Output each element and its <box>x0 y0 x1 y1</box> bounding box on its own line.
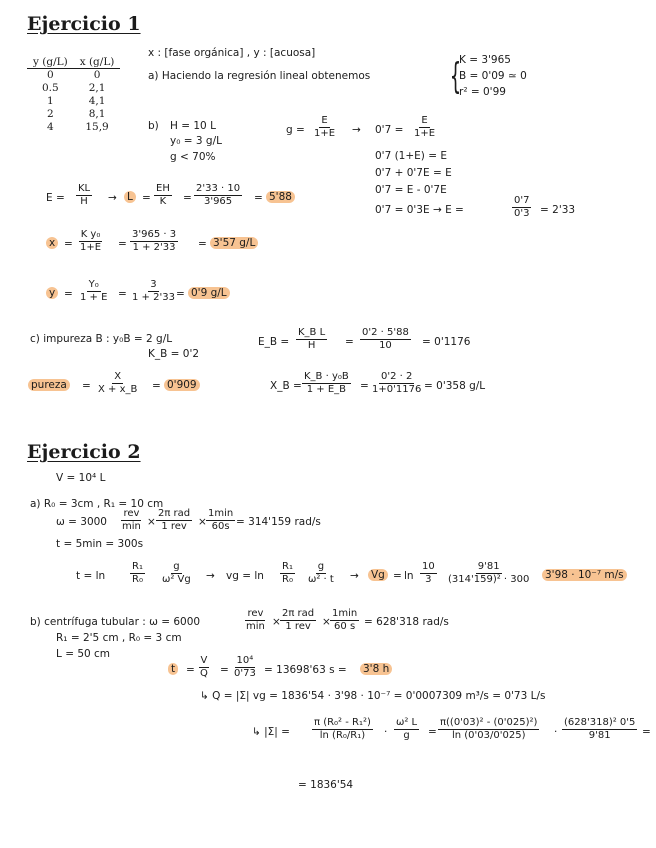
data-table <box>27 56 120 134</box>
cell: 0.5 <box>42 82 59 94</box>
denominator: 10 <box>379 339 392 351</box>
omega-lhs: ω = 3000 <box>56 516 107 528</box>
numerator: X <box>114 371 122 382</box>
omega-frac-2 <box>156 508 192 532</box>
e-eq-frac-2 <box>154 183 172 207</box>
numerator: 2'33 · 10 <box>196 183 241 194</box>
equals: = <box>82 380 91 392</box>
numerator: π (R₀² - R₁²) <box>314 717 371 728</box>
y-eq-frac-2 <box>130 279 177 303</box>
xb-eq-frac-1 <box>302 371 351 395</box>
numerator: 0'2 · 5'88 <box>362 327 409 338</box>
denominator: ln (R₀/R₁) <box>319 729 366 741</box>
l-result: 5'88 <box>266 191 295 203</box>
part-b-data-y0: y₀ = 3 g/L <box>170 135 222 147</box>
denominator: 1 + 2'33 <box>132 241 176 253</box>
part-b-label: b) <box>148 120 159 132</box>
pureza-result: 0'909 <box>164 379 200 391</box>
xb-eq-lhs: X_B = <box>270 380 302 392</box>
numerator: 2π rad <box>158 508 191 519</box>
equals: = <box>360 380 369 392</box>
times: × <box>198 516 207 528</box>
table-row <box>27 95 120 108</box>
table-row <box>27 69 120 83</box>
times: × <box>147 516 156 528</box>
numerator: 10⁴ <box>236 655 254 666</box>
numerator: K y₀ <box>80 229 101 240</box>
denominator: 9'81 <box>588 729 611 741</box>
cell: 1 <box>47 95 54 107</box>
equals: = <box>176 288 185 300</box>
time-line: t = 5min = 300s <box>56 538 144 550</box>
t-frac-2 <box>232 655 258 679</box>
denominator: Q <box>200 667 208 679</box>
denominator: R₀ <box>282 573 293 585</box>
denominator: min <box>122 520 141 532</box>
numerator: E <box>321 115 328 126</box>
numerator: Y₀ <box>88 279 99 290</box>
numerator: (628'318)² 0'5 <box>564 717 636 728</box>
ratio-frac-3 <box>420 561 437 585</box>
denominator: 1 + E <box>80 291 108 303</box>
denominator: 60 s <box>334 620 356 632</box>
part-a-text: a) Haciendo la regresión lineal obtenemos <box>148 70 371 82</box>
numerator: g <box>173 561 180 572</box>
table-row <box>27 121 120 134</box>
equals: = <box>393 570 402 582</box>
t-eq-lhs: t = ln <box>76 570 106 582</box>
y-variable: y <box>46 287 58 299</box>
vg-result: 3'98 · 10⁻⁷ m/s <box>542 569 627 581</box>
denominator: g <box>403 729 410 741</box>
ex2-title: Ejercicio 2 <box>27 441 141 463</box>
denominator: H <box>307 339 316 351</box>
denominator: 60s <box>211 520 230 532</box>
numerator: KL <box>78 183 91 194</box>
numerator: g <box>317 561 325 572</box>
t-result: 3'8 h <box>360 663 392 675</box>
sigma-frac-3 <box>438 717 539 741</box>
denominator: R₀ <box>132 573 143 585</box>
denominator: 1+E <box>80 241 102 253</box>
equals: = <box>142 192 151 204</box>
x-result: 3'57 g/L <box>210 237 258 249</box>
step-2: 0'7 + 0'7E = E <box>375 167 452 179</box>
table-row <box>27 108 120 121</box>
eb-result: = 0'1176 <box>422 336 471 348</box>
pureza-frac <box>96 371 139 395</box>
numerator: 9'81 <box>477 561 500 572</box>
sigma-frac-1 <box>312 717 373 741</box>
cell: 0 <box>93 69 101 81</box>
cell: 8,1 <box>88 108 106 120</box>
numerator: 0'2 · 2 <box>380 371 413 382</box>
cell: 4,1 <box>88 95 106 107</box>
ratio-den: 0'025 <box>493 729 522 741</box>
numerator: 1min <box>332 608 358 619</box>
numerator: π((0'03)² - (0'025)²) <box>440 717 538 728</box>
equals: = <box>64 288 73 300</box>
equals: = <box>198 238 207 250</box>
numerator: EH <box>156 183 170 194</box>
equals: = <box>254 192 263 204</box>
ratio-num: R₀ <box>335 729 347 741</box>
ratio-num: 0'03 <box>468 729 491 741</box>
cell: 0 <box>47 69 54 81</box>
e-eq-frac-1 <box>76 183 92 207</box>
g-frac-3 <box>446 561 531 585</box>
cell: 2 <box>47 108 54 120</box>
t-variable: t <box>168 663 178 675</box>
numerator: 3 <box>150 279 157 290</box>
col-header-y: y (g/L) <box>27 56 74 69</box>
equals: = <box>183 192 192 204</box>
step-3: 0'7 = E - 0'7E <box>375 184 447 196</box>
b-omega-frac-1 <box>244 608 267 632</box>
part-b-data-h: H = 10 L <box>170 120 216 132</box>
vg-variable: Vg <box>368 569 388 581</box>
t-frac-1 <box>198 655 210 679</box>
omega-result: = 314'159 rad/s <box>236 516 321 528</box>
ratio-frac-2 <box>280 561 295 585</box>
xb-eq-frac-2 <box>370 371 423 395</box>
numerator: 1min <box>208 508 234 519</box>
part-c-kb: K_B = 0'2 <box>148 348 200 360</box>
arrow-icon: → <box>108 192 117 204</box>
numerator: K_B L <box>298 327 326 338</box>
step-1: 0'7 (1+E) = E <box>375 150 447 162</box>
equals: = <box>345 336 354 348</box>
numerator: rev <box>123 508 140 519</box>
table-row <box>27 82 120 95</box>
times: × <box>272 616 281 628</box>
part-b-data-g: g < 70% <box>170 151 216 163</box>
part-c-text: c) impureza B : y₀B = 2 g/L <box>30 333 173 345</box>
ln-label: ln <box>404 570 414 582</box>
arrow-icon: → <box>206 570 215 582</box>
denominator: X + x_B <box>98 383 138 395</box>
numerator: R₁ <box>282 561 293 572</box>
cell: 2,1 <box>88 82 106 94</box>
e-eq-lhs: E = <box>46 192 65 204</box>
b-omega-frac-3 <box>330 608 359 632</box>
step-4-frac <box>512 195 531 219</box>
e-eq-frac-3 <box>194 183 242 207</box>
step-4: 0'7 = 0'3E → E = <box>375 204 464 216</box>
variable-definition: x : [fase orgánica] , y : [acuosa] <box>148 47 316 59</box>
numerator: 10 <box>422 561 435 572</box>
denominator: ω² · t <box>308 573 334 585</box>
brace-icon: { <box>449 56 462 97</box>
times: × <box>322 616 331 628</box>
equals: = <box>152 380 161 392</box>
denominator: 1 + E_B <box>306 383 347 395</box>
denominator: min <box>246 620 265 632</box>
ratio-frac <box>130 561 145 585</box>
g-eq-lhs: g = <box>286 124 305 136</box>
xb-result: = 0'358 g/L <box>424 380 486 392</box>
denominator: ln (0'03/0'025) <box>451 729 526 741</box>
regression-k: K = 3'965 <box>459 54 511 66</box>
cell: 15,9 <box>85 121 109 133</box>
ex1-title: Ejercicio 1 <box>27 13 141 35</box>
pureza-label: pureza <box>28 379 70 391</box>
denominator: 1 rev <box>285 620 311 632</box>
equals: = <box>428 726 437 738</box>
sigma-lhs: ↳ |Σ| = <box>252 726 290 738</box>
equals: = <box>220 664 229 676</box>
step-4-result: = 2'33 <box>540 204 576 216</box>
denominator: 3 <box>425 573 432 585</box>
numerator: rev <box>247 608 264 619</box>
eb-eq-frac-1 <box>296 327 327 351</box>
numerator: 3'965 · 3 <box>132 229 177 240</box>
numerator: ω² L <box>396 717 418 728</box>
q-line: ↳ Q = |Σ| vg = 1836'54 · 3'98 · 10⁻⁷ = 0'0007309 m³/s = 0'73 L/s <box>200 690 546 702</box>
denominator: 0'73 <box>234 667 256 679</box>
g-frac <box>160 561 193 585</box>
dot: · <box>384 726 388 738</box>
x-eq-frac-1 <box>78 229 103 253</box>
eb-eq-lhs: E_B = <box>258 336 290 348</box>
denominator: K <box>159 195 167 207</box>
y-result: 0'9 g/L <box>188 287 230 299</box>
ln-label: ln <box>319 729 329 741</box>
equals: = <box>118 238 127 250</box>
sigma-frac-4 <box>562 717 637 741</box>
denominator: 1+E <box>414 127 436 139</box>
g-eq-frac <box>312 115 337 139</box>
dot: · <box>554 726 558 738</box>
cell: 4 <box>47 121 54 133</box>
omega-frac-3 <box>206 508 235 532</box>
sigma-frac-2 <box>394 717 419 741</box>
l-variable: L <box>124 191 136 203</box>
b-omega-frac-2 <box>280 608 316 632</box>
volume: V = 10⁴ L <box>56 472 106 484</box>
denominator: 1 rev <box>161 520 187 532</box>
denominator: H <box>80 195 88 207</box>
arrow-icon: → <box>352 124 361 136</box>
col-header-x: x (g/L) <box>74 56 121 69</box>
denominator: 3'965 <box>203 195 233 207</box>
equals: = <box>64 238 73 250</box>
omega-frac-1 <box>120 508 143 532</box>
b-length: L = 50 cm <box>56 648 111 660</box>
denominator: 0'3 <box>514 207 530 219</box>
part-a-radii: a) R₀ = 3cm , R₁ = 10 cm <box>30 498 164 510</box>
equals: = <box>642 726 651 738</box>
ratio-den: R₁ <box>350 729 362 741</box>
equals: = <box>118 288 127 300</box>
denominator: 1 + 2'33 <box>132 291 175 303</box>
y-eq-frac-1 <box>78 279 109 303</box>
denominator: (314'159)² · 300 <box>448 573 530 585</box>
regression-r2: r² = 0'99 <box>459 86 506 98</box>
b-omega-result: = 628'318 rad/s <box>364 616 449 628</box>
numerator: E <box>421 115 428 126</box>
part-b-text: b) centrífuga tubular : ω = 6000 <box>30 616 201 628</box>
x-eq-frac-2 <box>130 229 178 253</box>
eb-eq-frac-2 <box>360 327 411 351</box>
ln-label: ln <box>451 729 462 741</box>
numerator: V <box>200 655 208 666</box>
g-eq-frac-2 <box>412 115 437 139</box>
b-radii: R₁ = 2'5 cm , R₀ = 3 cm <box>56 632 182 644</box>
numerator: 0'7 <box>514 195 530 206</box>
x-variable: x <box>46 237 58 249</box>
g-eq-value: 0'7 = <box>375 124 404 136</box>
equals: = <box>186 664 195 676</box>
final-result: = 1836'54 <box>298 779 354 791</box>
arrow-icon: → <box>350 570 359 582</box>
denominator: 1+E <box>314 127 336 139</box>
numerator: K_B · y₀B <box>304 371 349 382</box>
t-mid: = 13698'63 s = <box>264 664 347 676</box>
denominator: 1+0'1176 <box>372 383 422 395</box>
denominator: ω² Vg <box>162 573 191 585</box>
g-frac-2 <box>306 561 336 585</box>
numerator: 2π rad <box>282 608 315 619</box>
regression-b: B = 0'09 ≃ 0 <box>459 70 527 82</box>
vg-eq-mid: vg = ln <box>226 570 264 582</box>
numerator: R₁ <box>132 561 143 572</box>
